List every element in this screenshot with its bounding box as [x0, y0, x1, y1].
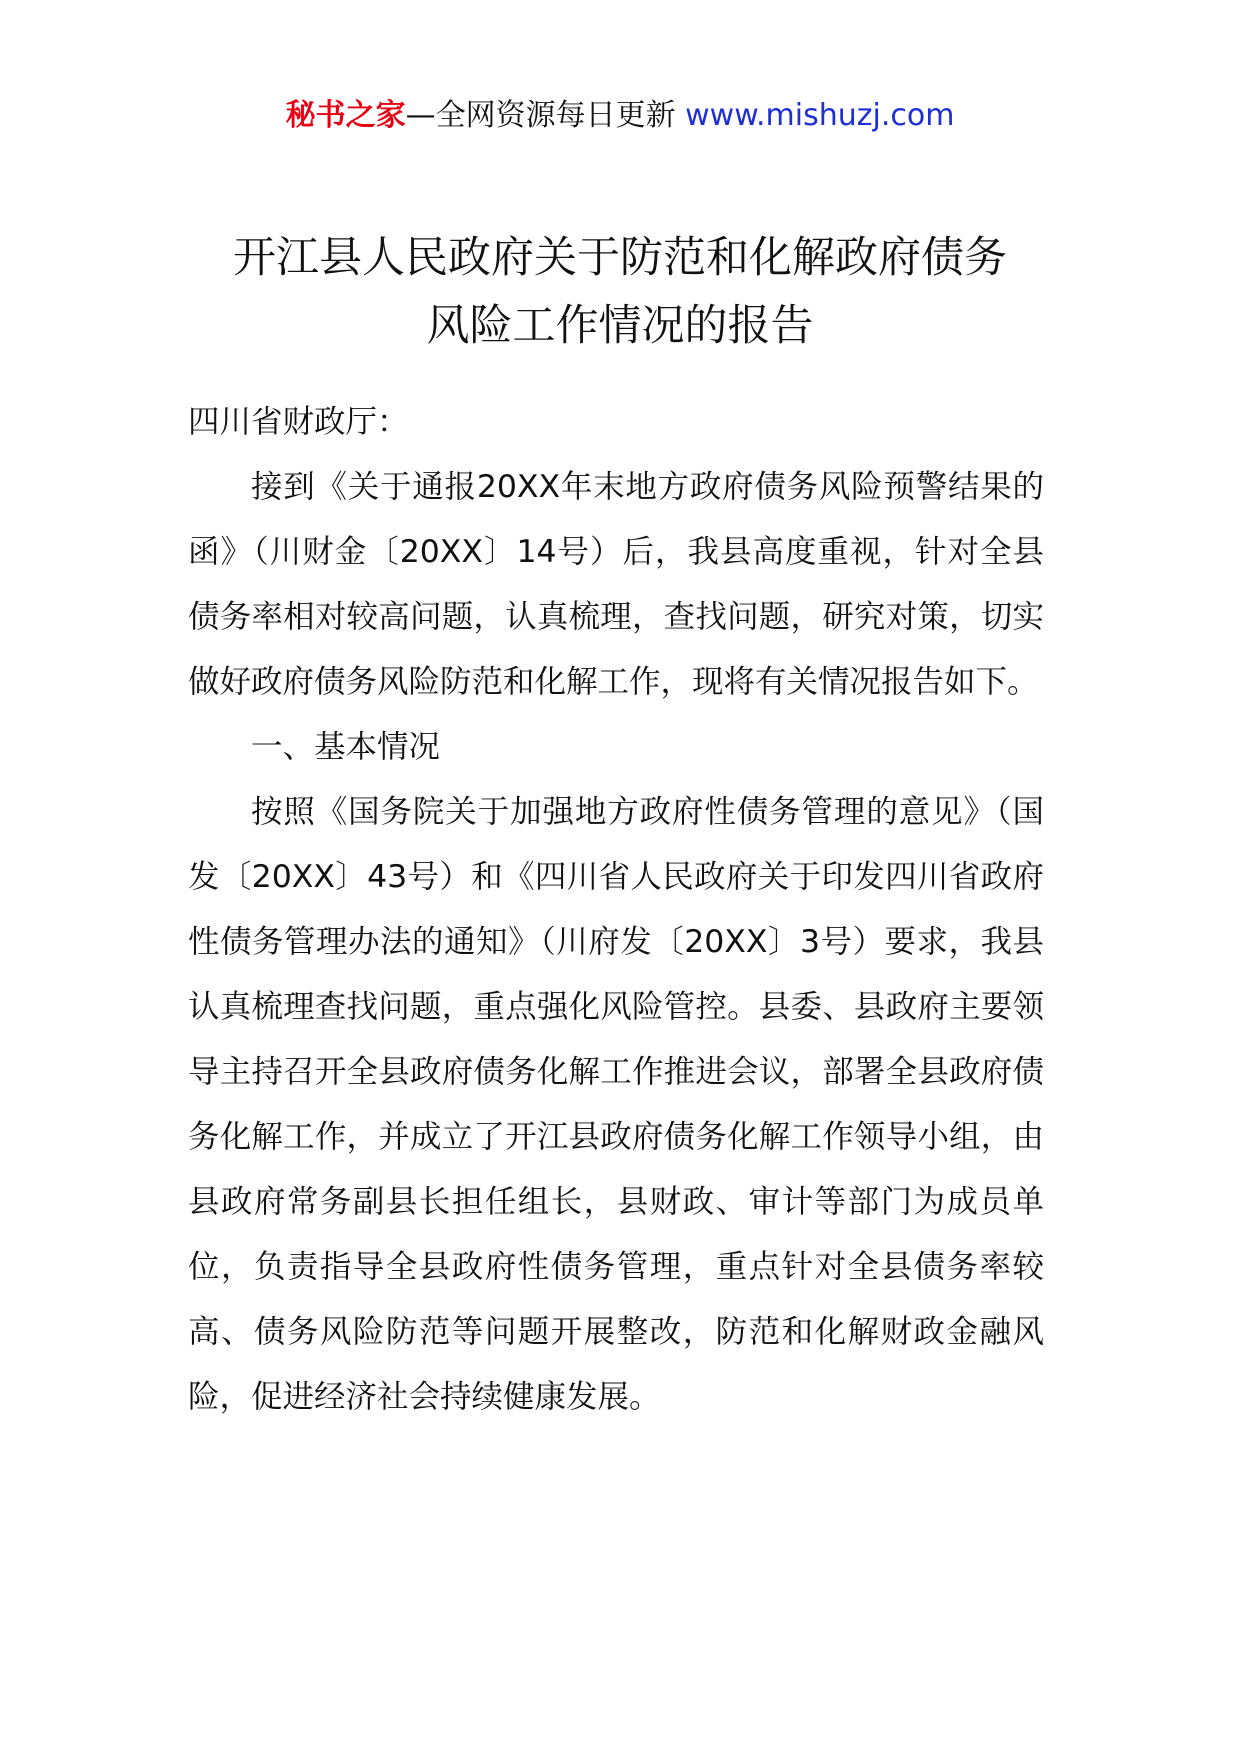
banner-slogan: —全网资源每日更新: [405, 98, 686, 133]
intro-paragraph: 接到《关于通报20XX年末地方政府债务风险预警结果的函》（川财金〔20XX〕14号）后，我县高度重视，针对全县债务率相对较高问题，认真梳理，查找问题，研究对策，切实做好政府债务风险防范和化解工作，现将有关情况报告如下。: [188, 469, 1044, 700]
title-line-1: 开江县人民政府关于防范和化解政府债务: [233, 233, 1007, 283]
site-banner: [0, 96, 1240, 136]
site-url-link[interactable]: www.mishuzj.com: [685, 98, 955, 133]
section-1-paragraph: 按照《国务院关于加强地方政府性债务管理的意见》（国发〔20XX〕43号）和《四川省人民政府关于印发四川省政府性债务管理办法的通知》（川府发〔20XX〕3号）要求，我县认真梳理查找问题，重点强化风险管控。县委、县政府主要领导主持召开全县政府债务化解工作推进会议，部署全县政府债务化解工作，并成立了开江县政府债务化解工作领导小组，由县政府常务副县长担任组长，县财政、审计等部门为成员单位，负责指导全县政府性债务管理，重点针对全县债务率较高、债务风险防范等问题开展整改，防范和化解财政金融风险，促进经济社会持续健康发展。: [188, 794, 1044, 1415]
brand-name: 秘书之家: [285, 98, 406, 133]
title-line-2: 风险工作情况的报告: [426, 301, 814, 351]
salutation: 四川省财政厅：: [188, 404, 409, 440]
document-body: [188, 390, 1044, 1430]
document-title: [140, 224, 1100, 360]
section-heading-basic-situation: 一、基本情况: [251, 729, 441, 765]
